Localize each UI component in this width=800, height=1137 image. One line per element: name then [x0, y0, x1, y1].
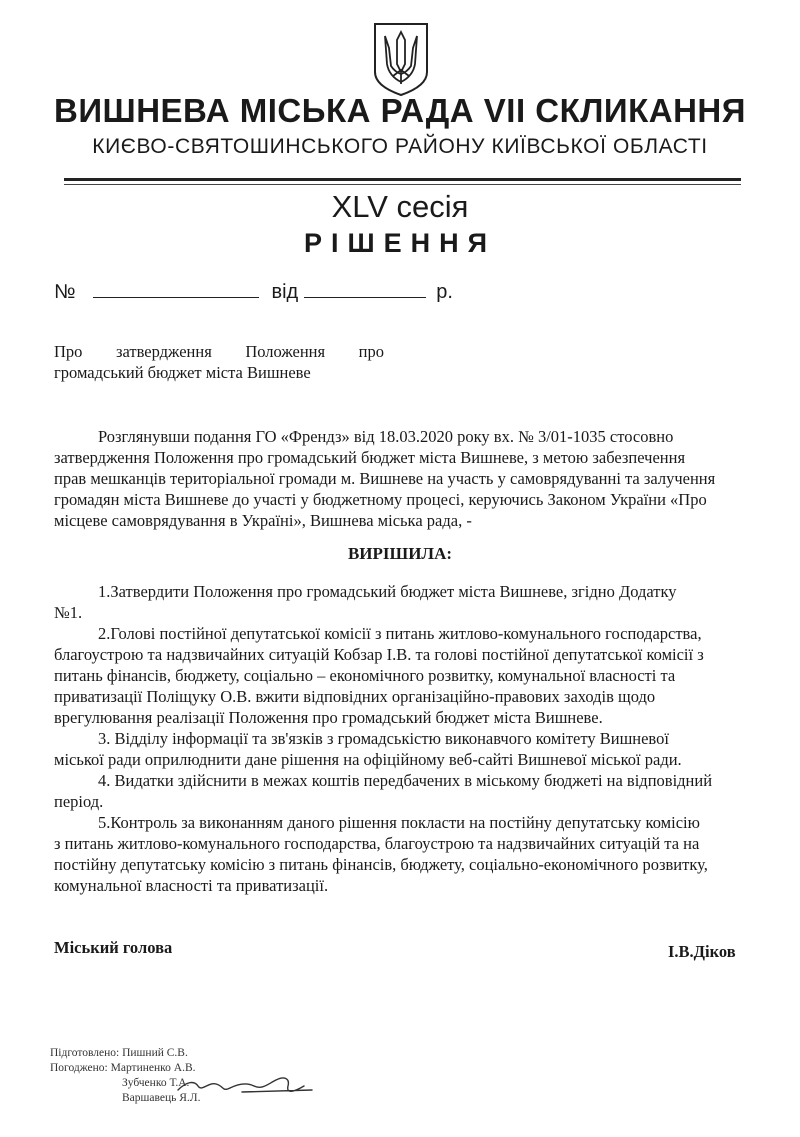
agreed-by-3: Варшавець Я.Л. [122, 1092, 201, 1104]
decision-item-3 [54, 728, 754, 770]
signatory-position: Міський голова [54, 938, 173, 957]
preamble-line: прав мешканців територіальної громади м. Вишневе на участь у самоврядуванні та залучення [54, 469, 716, 488]
header-divider-thick [64, 178, 741, 181]
district-subtitle: КИЄВО-СВЯТОШИНСЬКОГО РАЙОНУ КИЇВСЬКОЇ ОБЛАСТІ [92, 135, 708, 158]
item-line: приватизації Поліщуку О.В. вжити відповідних організаційно-правових заходів щодо [54, 687, 656, 706]
item-line: 2.Голові постійної депутатської комісії з питань житлово-комунального господарства, [98, 624, 702, 643]
number-label: № [54, 281, 76, 303]
header-divider-thin [64, 184, 741, 185]
item-line: питань фінансів, бюджету, соціально – економічного розвитку, комунальної власності та [54, 666, 676, 685]
resolved-heading: ВИРІШИЛА: [347, 544, 453, 563]
trident-emblem-icon [371, 20, 431, 98]
item-line: комунальної власності та приватизації. [54, 876, 329, 895]
subject-line-2: громадський бюджет міста Вишневе [54, 363, 311, 382]
prepared-by: Підготовлено: Пишний С.В. [50, 1047, 188, 1059]
preamble-line: Розглянувши подання ГО «Френдз» від 18.03.2020 року вх. № 3/01-1035 стосовно [98, 427, 674, 446]
decision-title: РІШЕННЯ [303, 228, 497, 258]
item-line: 4. Видатки здійснити в межах коштів передбачених в міському бюджеті на відповідний [98, 771, 713, 790]
decision-item-1 [54, 581, 754, 623]
decision-subject [54, 341, 384, 383]
number-blank [93, 279, 259, 298]
decision-item-5 [54, 812, 754, 896]
item-line: міської ради оприлюднити дане рішення на офіційному веб-сайті Вишневої міської ради. [54, 750, 682, 769]
date-label: від [271, 281, 299, 303]
agreed-by: Погоджено: Мартиненко А.В. [50, 1062, 196, 1074]
item-line: 3. Відділу інформації та зв'язків з громадськістю виконавчого комітету Вишневої [98, 729, 669, 748]
signatory-name: І.В.Діков [668, 942, 736, 961]
item-line: №1. [54, 603, 83, 622]
item-line: врегулювання реалізації Положення про громадський бюджет міста Вишневе. [54, 708, 603, 727]
preamble-line: місцеве самоврядування в Україні», Вишнева міська рада, - [54, 511, 472, 530]
item-line: 5.Контроль за виконанням даного рішення покласти на постійну депутатську комісію [98, 813, 700, 832]
item-line: постійну депутатську комісію з питань фінансів, бюджету, соціально-економічного розвитку, [54, 855, 708, 874]
subject-word: затвердження [115, 342, 212, 361]
decision-item-2 [54, 623, 754, 728]
preamble-line: затвердження Положення про громадський бюджет міста Вишневе, з метою забезпечення [54, 448, 686, 467]
agreed-by-2: Зубченко Т.А. [122, 1077, 190, 1089]
handwritten-signature [172, 1068, 322, 1100]
session-title: XLV сесія [331, 189, 469, 224]
item-line: з питань житлово-комунального господарства, благоустрою та надзвичайних ситуацій та на [54, 834, 700, 853]
subject-word: про [358, 342, 384, 361]
council-title: ВИШНЕВА МІСЬКА РАДА VII СКЛИКАННЯ [54, 92, 746, 129]
decision-items [54, 581, 754, 896]
preamble-line: громадян міста Вишневе до участі у бюджетному процесі, керуючись Законом України «Про [54, 490, 707, 509]
date-blank [304, 279, 426, 298]
year-suffix: р. [436, 281, 453, 303]
decision-number-line [54, 279, 474, 304]
item-line: період. [54, 792, 104, 811]
decision-item-4 [54, 770, 754, 812]
item-line: 1.Затвердити Положення про громадський бюджет міста Вишневе, згідно Додатку [98, 582, 677, 601]
item-line: благоустрою та надзвичайних ситуацій Кобзар І.В. та голові постійної депутатської комісії з [54, 645, 704, 664]
preamble [54, 426, 754, 531]
subject-word: Положення [245, 342, 326, 361]
subject-word: Про [54, 342, 83, 361]
